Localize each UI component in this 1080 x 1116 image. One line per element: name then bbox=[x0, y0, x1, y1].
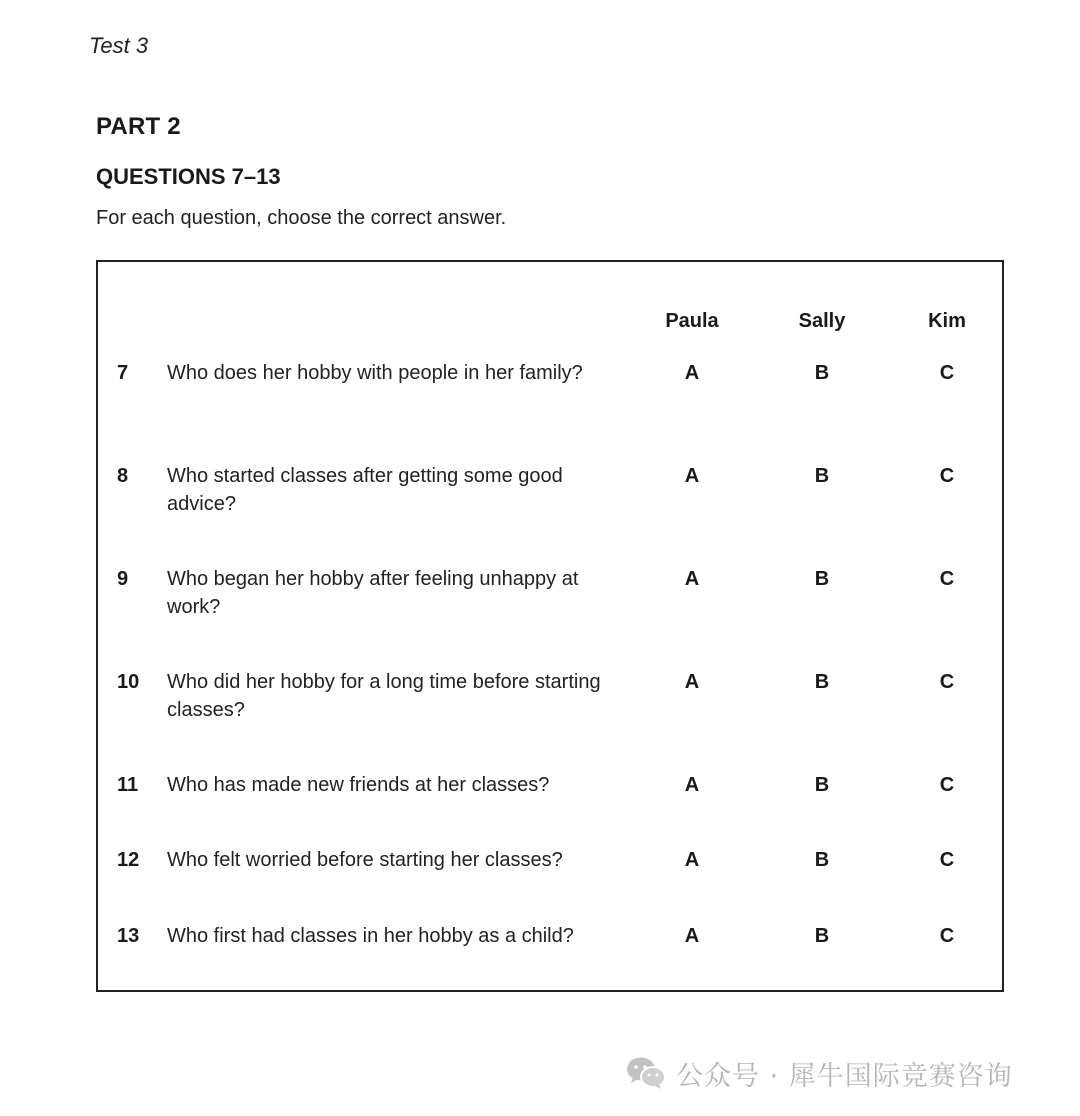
option-a[interactable]: A bbox=[684, 925, 700, 947]
question-number: 7 bbox=[117, 362, 129, 384]
question-text: Who first had classes in her hobby as a child? bbox=[167, 925, 574, 947]
column-header-sally: Sally bbox=[798, 310, 846, 332]
question-number: 13 bbox=[117, 925, 140, 947]
option-c[interactable]: C bbox=[939, 849, 955, 871]
question-text: Who has made new friends at her classes? bbox=[167, 774, 550, 796]
question-number: 9 bbox=[117, 568, 129, 590]
question-text: Who did her hobby for a long time before starting classes? bbox=[167, 671, 601, 721]
option-a[interactable]: A bbox=[684, 849, 700, 871]
question-text: Who does her hobby with people in her family? bbox=[167, 362, 583, 384]
question-table bbox=[96, 260, 1004, 992]
option-c[interactable]: C bbox=[939, 925, 955, 947]
option-b[interactable]: B bbox=[814, 774, 830, 796]
question-number: 8 bbox=[117, 465, 129, 487]
instruction-text: For each question, choose the correct answer. bbox=[96, 207, 507, 229]
running-head: Test 3 bbox=[89, 33, 149, 58]
question-text: Who began her hobby after feeling unhappy at work? bbox=[167, 568, 579, 618]
option-c[interactable]: C bbox=[939, 671, 955, 693]
option-c[interactable]: C bbox=[939, 465, 955, 487]
part-title: PART 2 bbox=[96, 113, 181, 140]
option-b[interactable]: B bbox=[814, 362, 830, 384]
question-number: 10 bbox=[117, 671, 140, 693]
question-text: Who felt worried before starting her classes? bbox=[167, 849, 563, 871]
watermark-text: 公众号 · 犀牛国际竞赛咨询 bbox=[676, 1060, 1013, 1092]
option-b[interactable]: B bbox=[814, 849, 830, 871]
watermark bbox=[626, 1055, 1013, 1091]
question-number: 11 bbox=[117, 774, 139, 796]
option-a[interactable]: A bbox=[684, 568, 700, 590]
option-a[interactable]: A bbox=[684, 465, 700, 487]
wechat-icon bbox=[626, 1056, 666, 1090]
option-a[interactable]: A bbox=[684, 362, 700, 384]
option-c[interactable]: C bbox=[939, 774, 955, 796]
option-b[interactable]: B bbox=[814, 465, 830, 487]
option-c[interactable]: C bbox=[939, 362, 955, 384]
option-a[interactable]: A bbox=[684, 774, 700, 796]
option-c[interactable]: C bbox=[939, 568, 955, 590]
option-a[interactable]: A bbox=[684, 671, 700, 693]
question-text: Who started classes after getting some good advice? bbox=[167, 465, 563, 515]
column-header-kim: Kim bbox=[928, 310, 966, 332]
option-b[interactable]: B bbox=[814, 671, 830, 693]
questions-title: QUESTIONS 7–13 bbox=[96, 164, 281, 189]
column-header-paula: Paula bbox=[665, 310, 719, 332]
question-number: 12 bbox=[117, 849, 140, 871]
option-b[interactable]: B bbox=[814, 568, 830, 590]
option-b[interactable]: B bbox=[814, 925, 830, 947]
